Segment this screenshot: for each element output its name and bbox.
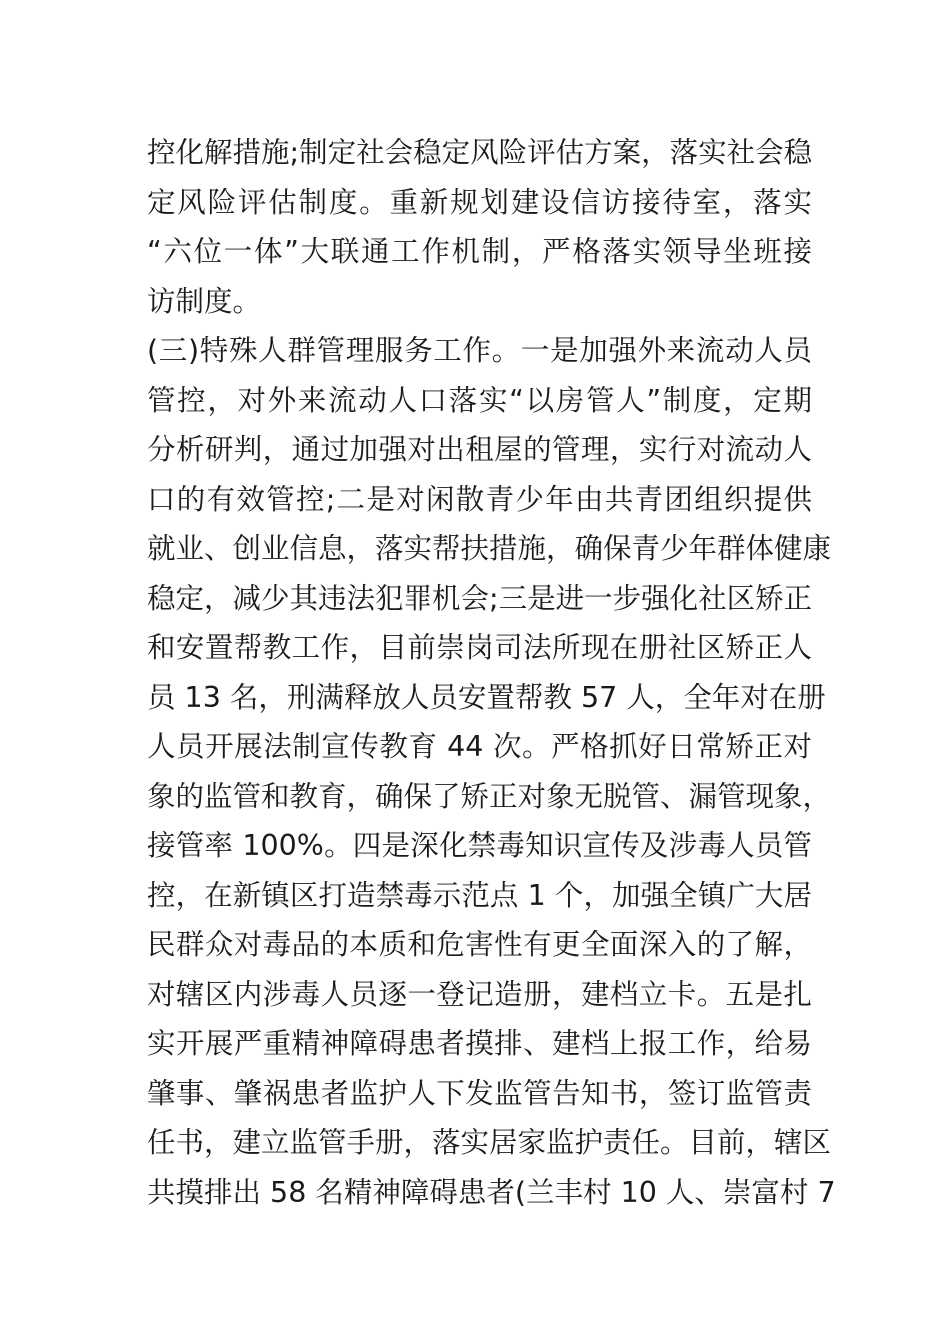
text-line: 接管率 100%。四是深化禁毒知识宣传及涉毒人员管 [147, 829, 812, 862]
text-line: 实开展严重精神障碍患者摸排、建档上报工作，给易 [147, 1027, 812, 1060]
text-line: 任书，建立监管手册，落实居家监护责任。目前，辖区 [147, 1126, 832, 1159]
text-line: 象的监管和教育，确保了矫正对象无脱管、漏管现象， [147, 779, 832, 813]
text-line: 口的有效管控;二是对闲散青少年由共青团组织提供 [147, 482, 812, 516]
text-line: 员 13 名，刑满释放人员安置帮教 57 人，全年对在册 [147, 680, 826, 714]
text-line: 民群众对毒品的本质和危害性有更全面深入的了解， [147, 928, 812, 961]
text-line: “六位一体”大联通工作机制，严格落实领导坐班接 [147, 235, 812, 268]
text-line: 和安置帮教工作，目前崇岗司法所现在册社区矫正人 [147, 631, 812, 664]
text-line: 控化解措施;制定社会稳定风险评估方案，落实社会稳 [147, 136, 813, 169]
text-line: 控，在新镇区打造禁毒示范点 1 个，加强全镇广大居 [147, 878, 812, 912]
text-line: 稳定，减少其违法犯罪机会;三是进一步强化社区矫正 [147, 581, 813, 615]
body-text [147, 128, 836, 1217]
text-line: 人员开展法制宣传教育 44 次。严格抓好日常矫正对 [147, 730, 812, 763]
text-line: 访制度。 [147, 284, 262, 318]
text-line: 共摸排出 58 名精神障碍患者(兰丰村 10 人、崇富村 7 [147, 1175, 836, 1209]
text-line: 管控，对外来流动人口落实“以房管人”制度，定期 [147, 383, 812, 417]
text-line: 就业、创业信息，落实帮扶措施，确保青少年群体健康 [147, 532, 832, 565]
text-line: 肇事、肇祸患者监护人下发监管告知书，签订监管责 [147, 1076, 812, 1110]
text-line: (三)特殊人群管理服务工作。一是加强外来流动人员 [147, 334, 812, 367]
text-line: 分析研判，通过加强对出租屋的管理，实行对流动人 [147, 433, 812, 466]
text-line: 定风险评估制度。重新规划建设信访接待室，落实 [147, 185, 812, 219]
text-line: 对辖区内涉毒人员逐一登记造册，建档立卡。五是扎 [147, 977, 812, 1011]
